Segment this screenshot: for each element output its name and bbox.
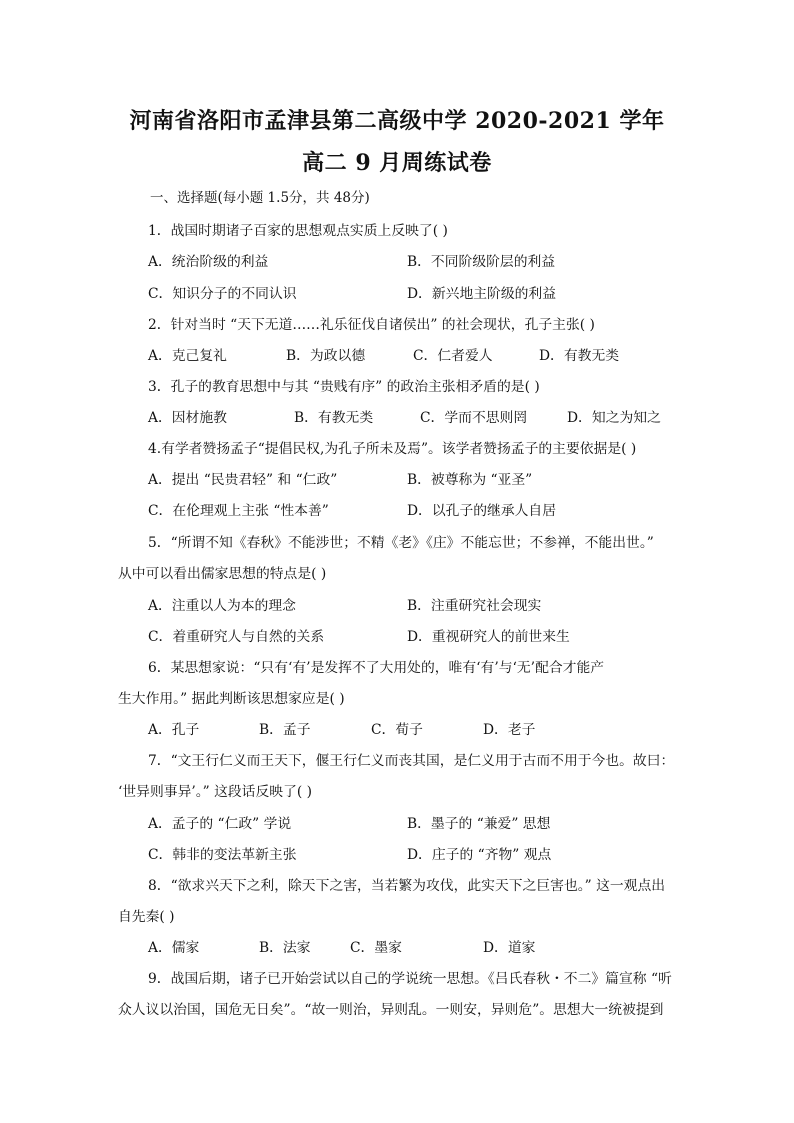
question-stem-line1: 6．某思想家说：“只有‘有’是发挥不了大用处的，唯有‘有’与‘无’配合才能产 bbox=[148, 660, 605, 676]
question-stem-line1: 8．“欲求兴天下之利，除天下之害，当若繁为攻伐，此实天下之巨害也。” 这一观点出 bbox=[148, 878, 666, 894]
option-a: A．孔子 bbox=[148, 722, 200, 738]
question-stem: 1．战国时期诸子百家的思想观点实质上反映了( ) bbox=[148, 223, 448, 239]
option-a: A．注重以人为本的理念 bbox=[148, 598, 296, 614]
option-d: D．有教无类 bbox=[539, 348, 620, 364]
option-b: B．孟子 bbox=[259, 722, 311, 738]
question-stem-line2: 从中可以看出儒家思想的特点是( ) bbox=[118, 566, 327, 582]
option-b: B．为政以德 bbox=[286, 348, 366, 364]
question-stem-line1: 9．战国后期，诸子已开始尝试以自己的学说统一思想。《吕氏春秋・不二》篇宣称 “听 bbox=[148, 971, 672, 987]
option-c: C．荀子 bbox=[371, 722, 423, 738]
option-a: A．因材施教 bbox=[148, 410, 227, 426]
option-c: C．学而不思则罔 bbox=[420, 410, 528, 426]
option-b: B．墨子的 “兼爱” 思想 bbox=[407, 816, 551, 832]
question-stem-line2: ‘世异则事异’。” 这段话反映了( ) bbox=[118, 784, 313, 800]
option-d: D．重视研究人的前世来生 bbox=[407, 629, 570, 645]
option-a: A．孟子的 “仁政” 学说 bbox=[148, 816, 292, 832]
question-stem-line2: 生大作用。” 据此判断该思想家应是( ) bbox=[118, 691, 345, 707]
option-c: C．仁者爱人 bbox=[413, 348, 493, 364]
option-d: D．庄子的 “齐物” 观点 bbox=[407, 847, 552, 863]
question-stem: 2．针对当时 “天下无道……礼乐征伐自诸侯出” 的社会现状，孔子主张( ) bbox=[148, 317, 595, 333]
option-c: C．知识分子的不同认识 bbox=[148, 286, 297, 302]
option-d: D．新兴地主阶级的利益 bbox=[407, 286, 557, 302]
exam-title-line2: 高二 9 月周练试卷 bbox=[302, 150, 492, 176]
option-d: D．以孔子的继承人自居 bbox=[407, 503, 557, 519]
option-a: A．儒家 bbox=[148, 940, 200, 956]
option-a: A．统治阶级的利益 bbox=[148, 254, 269, 270]
option-c: C．在伦理观上主张 “性本善” bbox=[148, 503, 329, 519]
option-b: B．有教无类 bbox=[294, 410, 374, 426]
option-c: C．墨家 bbox=[350, 940, 402, 956]
question-stem-line1: 7．“文王行仁义而王天下，偃王行仁义而丧其国，是仁义用于古而不用于今也。故曰： bbox=[148, 753, 675, 769]
question-stem-line2: 众人议以治国，国危无日矣”。“故一则治，异则乱。一则安，异则危”。思想大一统被提到 bbox=[118, 1002, 664, 1018]
option-d: D．老子 bbox=[483, 722, 536, 738]
option-d: D．道家 bbox=[483, 940, 536, 956]
option-c: C．韩非的变法革新主张 bbox=[148, 847, 297, 863]
option-c: C．着重研究人与自然的关系 bbox=[148, 629, 325, 645]
exam-title-line1: 河南省洛阳市孟津县第二高级中学 2020-2021 学年 bbox=[129, 108, 665, 134]
option-a: A．提出 “民贵君轻” 和 “仁政” bbox=[148, 472, 338, 488]
option-b: B．法家 bbox=[259, 940, 311, 956]
question-stem-line2: 自先秦( ) bbox=[118, 909, 175, 925]
option-b: B．不同阶级阶层的利益 bbox=[407, 254, 556, 270]
option-b: B．被尊称为 “亚圣” bbox=[407, 472, 533, 488]
option-a: A．克己复礼 bbox=[148, 348, 227, 364]
question-stem-line1: 5．“所谓不知《春秋》不能涉世；不精《老》《庄》不能忘世；不参禅，不能出世。” bbox=[148, 535, 654, 551]
option-b: B．注重研究社会现实 bbox=[407, 598, 542, 614]
option-d: D．知之为知之 bbox=[567, 410, 661, 426]
section-heading: 一、选择题(每小题 1.5分，共 48分) bbox=[150, 190, 370, 206]
question-stem: 4.有学者赞扬孟子“提倡民权,为孔子所未及焉”。该学者赞扬孟子的主要依据是( ) bbox=[148, 441, 637, 457]
question-stem: 3．孔子的教育思想中与其 “贵贱有序” 的政治主张相矛盾的是( ) bbox=[148, 379, 540, 395]
